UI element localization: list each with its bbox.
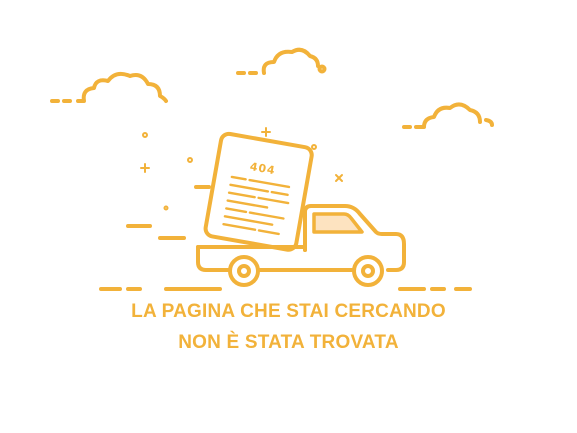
cloud-icon	[52, 74, 166, 101]
message-line-2: NON È STATA TROVATA	[178, 332, 399, 353]
cloud-icon	[238, 50, 325, 73]
document-icon	[204, 133, 313, 251]
error-code: 404	[248, 159, 277, 178]
message-line-1: LA PAGINA CHE STAI CERCANDO	[131, 301, 446, 322]
cloud-icon	[404, 104, 492, 127]
not-found-message	[0, 296, 577, 358]
speed-lines	[128, 187, 209, 238]
